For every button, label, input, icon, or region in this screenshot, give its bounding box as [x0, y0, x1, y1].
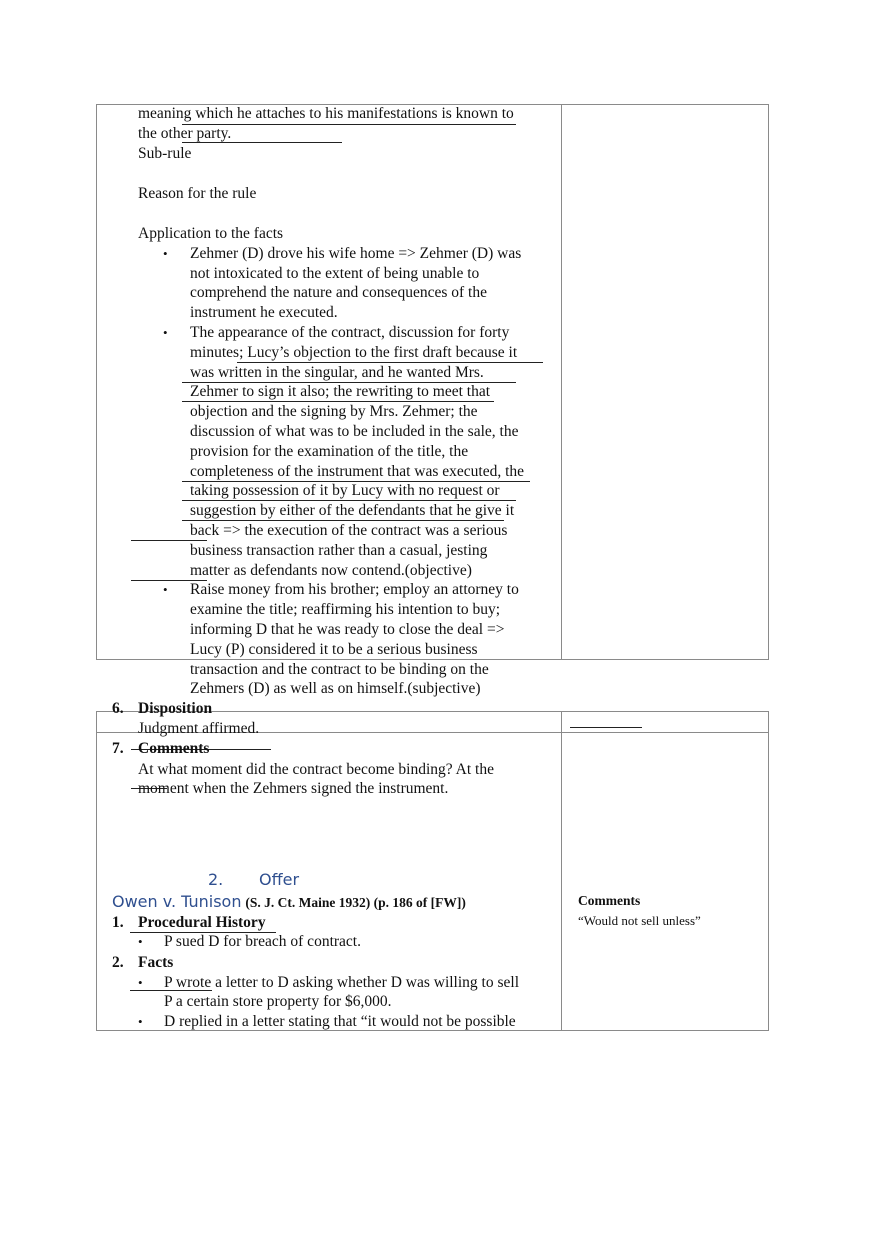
bullet-line: Raise money from his brother; employ an attorney to [190, 581, 519, 598]
bullet-line: taking possession of it by Lucy with no request or [190, 482, 500, 499]
sub-rule-label: Sub-rule [138, 145, 192, 162]
section-number: 2. [208, 870, 224, 889]
reason-label: Reason for the rule [138, 185, 257, 202]
procedural-history-heading: Procedural History [138, 914, 266, 931]
bullet-line: Zehmer to sign it also; the rewriting to meet that [190, 383, 491, 400]
heading-number: 6. [112, 700, 124, 717]
facts-text-line: P wrote a letter to D asking whether D was willing to sell [164, 974, 519, 991]
bullet-line: examine the title; reaffirming his intention to buy; [190, 601, 501, 618]
bullet-line: Zehmer (D) drove his wife home => Zehmer (D) was [190, 245, 522, 262]
bullet-icon: • [138, 1014, 143, 1029]
bullet-line: Zehmers (D) as well as on himself.(subjective) [190, 680, 481, 697]
bullet-line: provision for the examination of the title, the [190, 443, 469, 460]
bullet-line: The appearance of the contract, discussion for forty [190, 324, 510, 341]
bullet-line: Lucy (P) considered it to be a serious business [190, 641, 478, 658]
revision-underline [570, 727, 642, 728]
bullet-icon: • [163, 325, 168, 340]
heading-number: 1. [112, 914, 124, 931]
comment-text-line: At what moment did the contract become binding? At the [138, 761, 494, 778]
bullet-line: business transaction rather than a casual, jesting [190, 542, 488, 559]
bullet-icon: • [163, 246, 168, 261]
bullet-line: objection and the signing by Mrs. Zehmer; the [190, 403, 478, 420]
case-citation: (S. J. Ct. Maine 1932) (p. 186 of [FW]) [245, 895, 466, 910]
facts-text-line: D replied in a letter stating that “it would not be possible [164, 1013, 516, 1030]
application-label: Application to the facts [138, 225, 284, 242]
side-comments-heading: Comments [578, 893, 641, 908]
comment-text-line: moment when the Zehmers signed the instrument. [138, 780, 449, 797]
bullet-icon: • [138, 934, 143, 949]
facts-heading: Facts [138, 954, 174, 971]
bullet-line: back => the execution of the contract was a serious [190, 522, 508, 539]
bullet-line: completeness of the instrument that was executed, the [190, 463, 525, 480]
case-name: Owen v. Tunison [112, 892, 242, 911]
bullet-line: matter as defendants now contend.(objective) [190, 562, 472, 579]
bullet-line: suggestion by either of the defendants that he give it [190, 502, 515, 519]
heading-number: 7. [112, 740, 124, 757]
bullet-line: informing D that he was ready to close the deal => [190, 621, 505, 638]
bullet-icon: • [138, 975, 143, 990]
side-comments-note: “Would not sell unless” [578, 913, 701, 928]
disposition-text: Judgment affirmed. [138, 720, 260, 737]
bullet-line: discussion of what was to be included in the sale, the [190, 423, 519, 440]
heading-number: 2. [112, 954, 124, 971]
rule-text-line: the other party. [138, 125, 232, 142]
facts-text-line: P a certain store property for $6,000. [164, 993, 392, 1010]
bullet-icon: • [163, 582, 168, 597]
table-column-divider-top [561, 104, 562, 660]
bullet-line: minutes; Lucy’s objection to the first draft because it [190, 344, 518, 361]
disposition-heading: Disposition [138, 700, 213, 717]
bullet-line: was written in the singular, and he wanted Mrs. [190, 364, 484, 381]
comments-heading: Comments [138, 740, 210, 757]
bullet-line: comprehend the nature and consequences of the [190, 284, 487, 301]
bullet-line: instrument he executed. [190, 304, 338, 321]
revision-underline [182, 124, 516, 125]
table-column-divider-middle [561, 711, 562, 1031]
procedural-history-text: P sued D for breach of contract. [164, 933, 361, 950]
case-heading [112, 892, 466, 913]
section-title: Offer [259, 870, 300, 889]
rule-text-line: meaning which he attaches to his manifestations is known to [138, 105, 514, 122]
bullet-line: not intoxicated to the extent of being unable to [190, 265, 480, 282]
bullet-line: transaction and the contract to be binding on the [190, 661, 489, 678]
